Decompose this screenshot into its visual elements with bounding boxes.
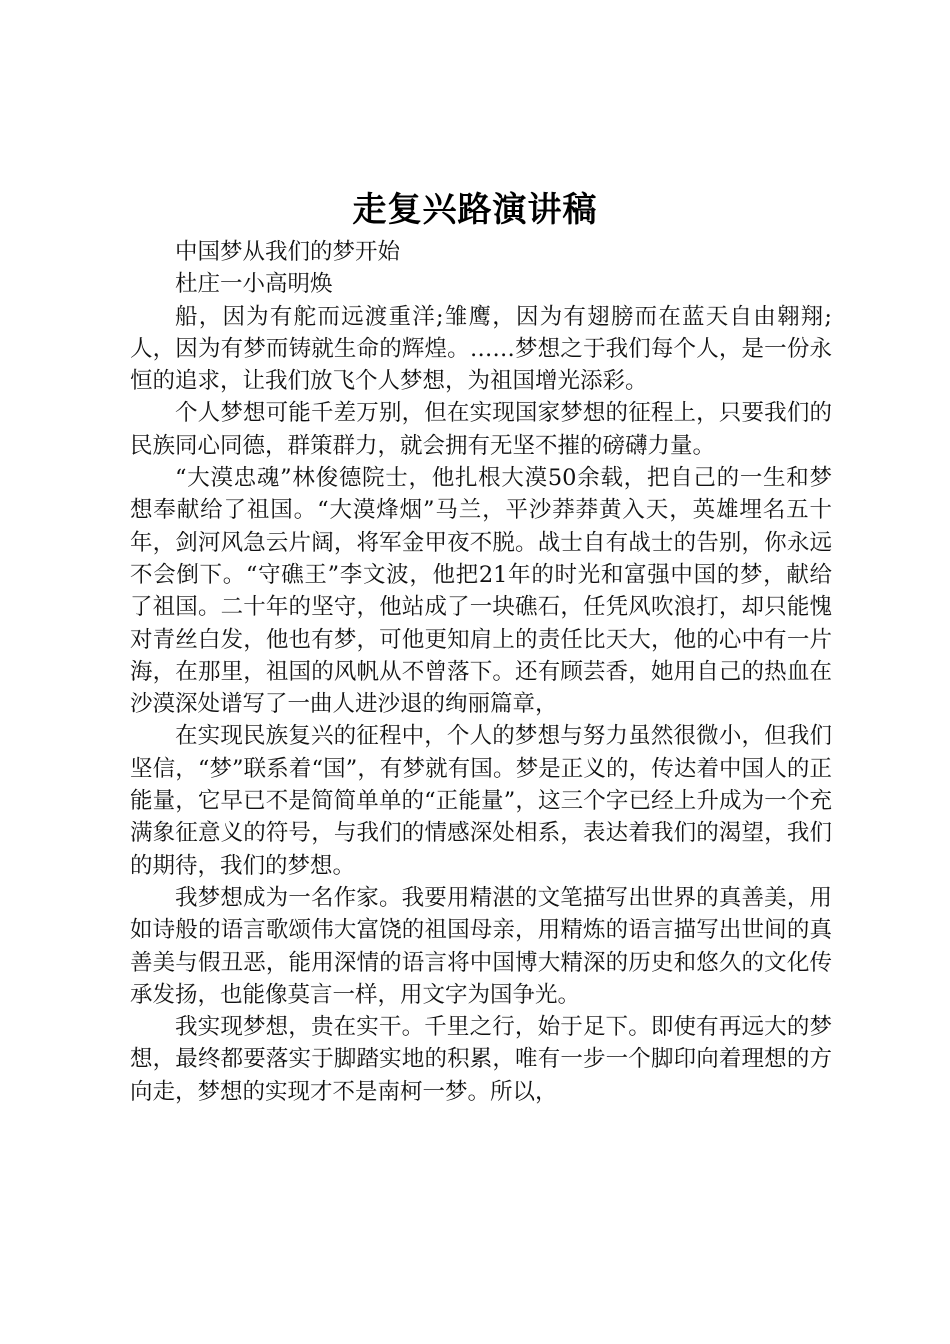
paragraph: “大漠忠魂”林俊德院士，他扎根大漠50余载，把自己的一生和梦想奉献给了祖国。“大漠烽烟”马兰，平沙莽莽黄入天，英雄埋名五十年，剑河风急云片阔，将军金甲夜不脱。战士自有战士的告别，你永远不会倒下。“守礁王”李文波，他把21年的时光和富强中国的梦，献给了祖国。二十年的坚守，他站成了一块礁石，任凭风吹浪打，却只能愧对青丝白发，他也有梦，可他更知肩上的责任比天大，他的心中有一片海，在那里，祖国的风帆从不曾落下。还有顾芸香，她用自己的热血在沙漠深处谱写了一曲人进沙退的绚丽篇章， xyxy=(130,465,832,718)
subtitle-line: 中国梦从我们的梦开始 xyxy=(175,239,401,265)
paragraph: 我梦想成为一名作家。我要用精湛的文笔描写出世界的真善美，用如诗般的语言歌颂伟大富饶的祖国母亲，用精炼的语言描写出世间的真善美与假丑恶，能用深情的语言将中国博大精深的历史和悠久的文化传承发扬，也能像莫言一样，用文字为国争光。 xyxy=(130,884,832,1008)
paragraph: 我实现梦想，贵在实干。千里之行，始于足下。即使有再远大的梦想，最终都要落实于脚踏实地的积累，唯有一步一个脚印向着理想的方向走，梦想的实现才不是南柯一梦。所以， xyxy=(130,1014,832,1105)
document-title: 走复兴路演讲稿 xyxy=(352,190,598,230)
paragraph: 个人梦想可能千差万别，但在实现国家梦想的征程上，只要我们的民族同心同德，群策群力，就会拥有无坚不摧的磅礴力量。 xyxy=(130,400,832,459)
author-line: 杜庄一小高明焕 xyxy=(175,271,333,298)
paragraph: 船，因为有舵而远渡重洋;雏鹰，因为有翅膀而在蓝天自由翱翔;人，因为有梦而铸就生命的辉煌。……梦想之于我们每个人，是一份永恒的追求，让我们放飞个人梦想，为祖国增光添彩。 xyxy=(130,303,832,395)
paragraph: 在实现民族复兴的征程中，个人的梦想与努力虽然很微小，但我们坚信，“梦”联系着“国”，有梦就有国。梦是正义的，传达着中国人的正能量，它早已不是简简单单的“正能量”，这三个字已经上升成为一个充满象征意义的符号，与我们的情感深处相系，表达着我们的渴望，我们的期待，我们的梦想。 xyxy=(130,723,832,879)
document-body xyxy=(130,236,832,1108)
